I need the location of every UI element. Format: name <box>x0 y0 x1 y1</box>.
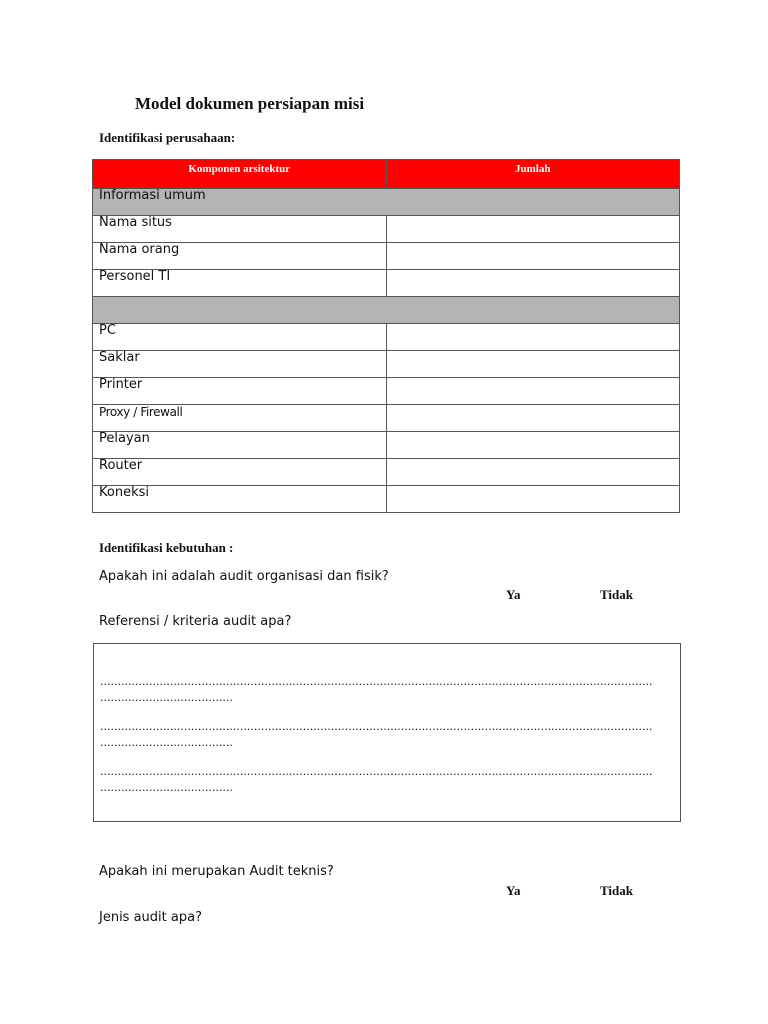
table-row <box>93 486 680 513</box>
row-value-cell[interactable] <box>386 432 680 459</box>
architecture-table <box>92 159 680 513</box>
row-value-cell[interactable] <box>386 243 680 270</box>
group-label <box>93 297 680 324</box>
dotted-line: .............................................................................................................................................................. <box>100 766 653 778</box>
question-jenis: Jenis audit apa? <box>99 910 202 925</box>
section-company-label: Identifikasi perusahaan: <box>99 130 236 145</box>
question-teknis: Apakah ini merupakan Audit teknis? <box>99 864 334 879</box>
row-value-cell[interactable] <box>386 270 680 297</box>
row-value-cell[interactable] <box>386 216 680 243</box>
table-row <box>93 459 680 486</box>
page-title: Model dokumen persiapan misi <box>135 94 365 113</box>
table-row <box>93 405 680 432</box>
row-label: Router <box>93 459 387 486</box>
table-row <box>93 243 680 270</box>
row-label: PC <box>93 324 387 351</box>
row-label: Printer <box>93 378 387 405</box>
group-label: Informasi umum <box>93 189 680 216</box>
section-needs-label: Identifikasi kebutuhan : <box>99 540 234 555</box>
question-organisasi: Apakah ini adalah audit organisasi dan fisik? <box>99 569 389 584</box>
row-value-cell[interactable] <box>386 378 680 405</box>
table-header-row <box>93 160 680 189</box>
row-value-cell[interactable] <box>386 351 680 378</box>
row-label: Proxy / Firewall <box>93 405 387 432</box>
table-row <box>93 378 680 405</box>
yes-option[interactable]: Ya <box>506 883 521 898</box>
row-value-cell[interactable] <box>386 324 680 351</box>
yes-option[interactable]: Ya <box>506 587 521 602</box>
dotted-line: ...................................... <box>100 737 233 749</box>
answer-box[interactable] <box>93 643 681 822</box>
row-label: Pelayan <box>93 432 387 459</box>
row-label: Personel TI <box>93 270 387 297</box>
header-jumlah: Jumlah <box>386 160 680 189</box>
row-value-cell[interactable] <box>386 486 680 513</box>
table-group-row <box>93 297 680 324</box>
dotted-line: .............................................................................................................................................................. <box>100 721 653 733</box>
dotted-line: .............................................................................................................................................................. <box>100 676 653 688</box>
row-label: Koneksi <box>93 486 387 513</box>
row-label: Nama orang <box>93 243 387 270</box>
dotted-line: ...................................... <box>100 782 233 794</box>
header-komponen: Komponen arsitektur <box>93 160 387 189</box>
dotted-line: ...................................... <box>100 692 233 704</box>
row-value-cell[interactable] <box>386 405 680 432</box>
table-row <box>93 324 680 351</box>
table-group-row <box>93 189 680 216</box>
table-row <box>93 351 680 378</box>
row-value-cell[interactable] <box>386 459 680 486</box>
row-label: Nama situs <box>93 216 387 243</box>
no-option[interactable]: Tidak <box>600 883 634 898</box>
table-row <box>93 216 680 243</box>
table-row <box>93 432 680 459</box>
no-option[interactable]: Tidak <box>600 587 634 602</box>
row-label: Saklar <box>93 351 387 378</box>
table-row <box>93 270 680 297</box>
question-referensi: Referensi / kriteria audit apa? <box>99 614 292 629</box>
